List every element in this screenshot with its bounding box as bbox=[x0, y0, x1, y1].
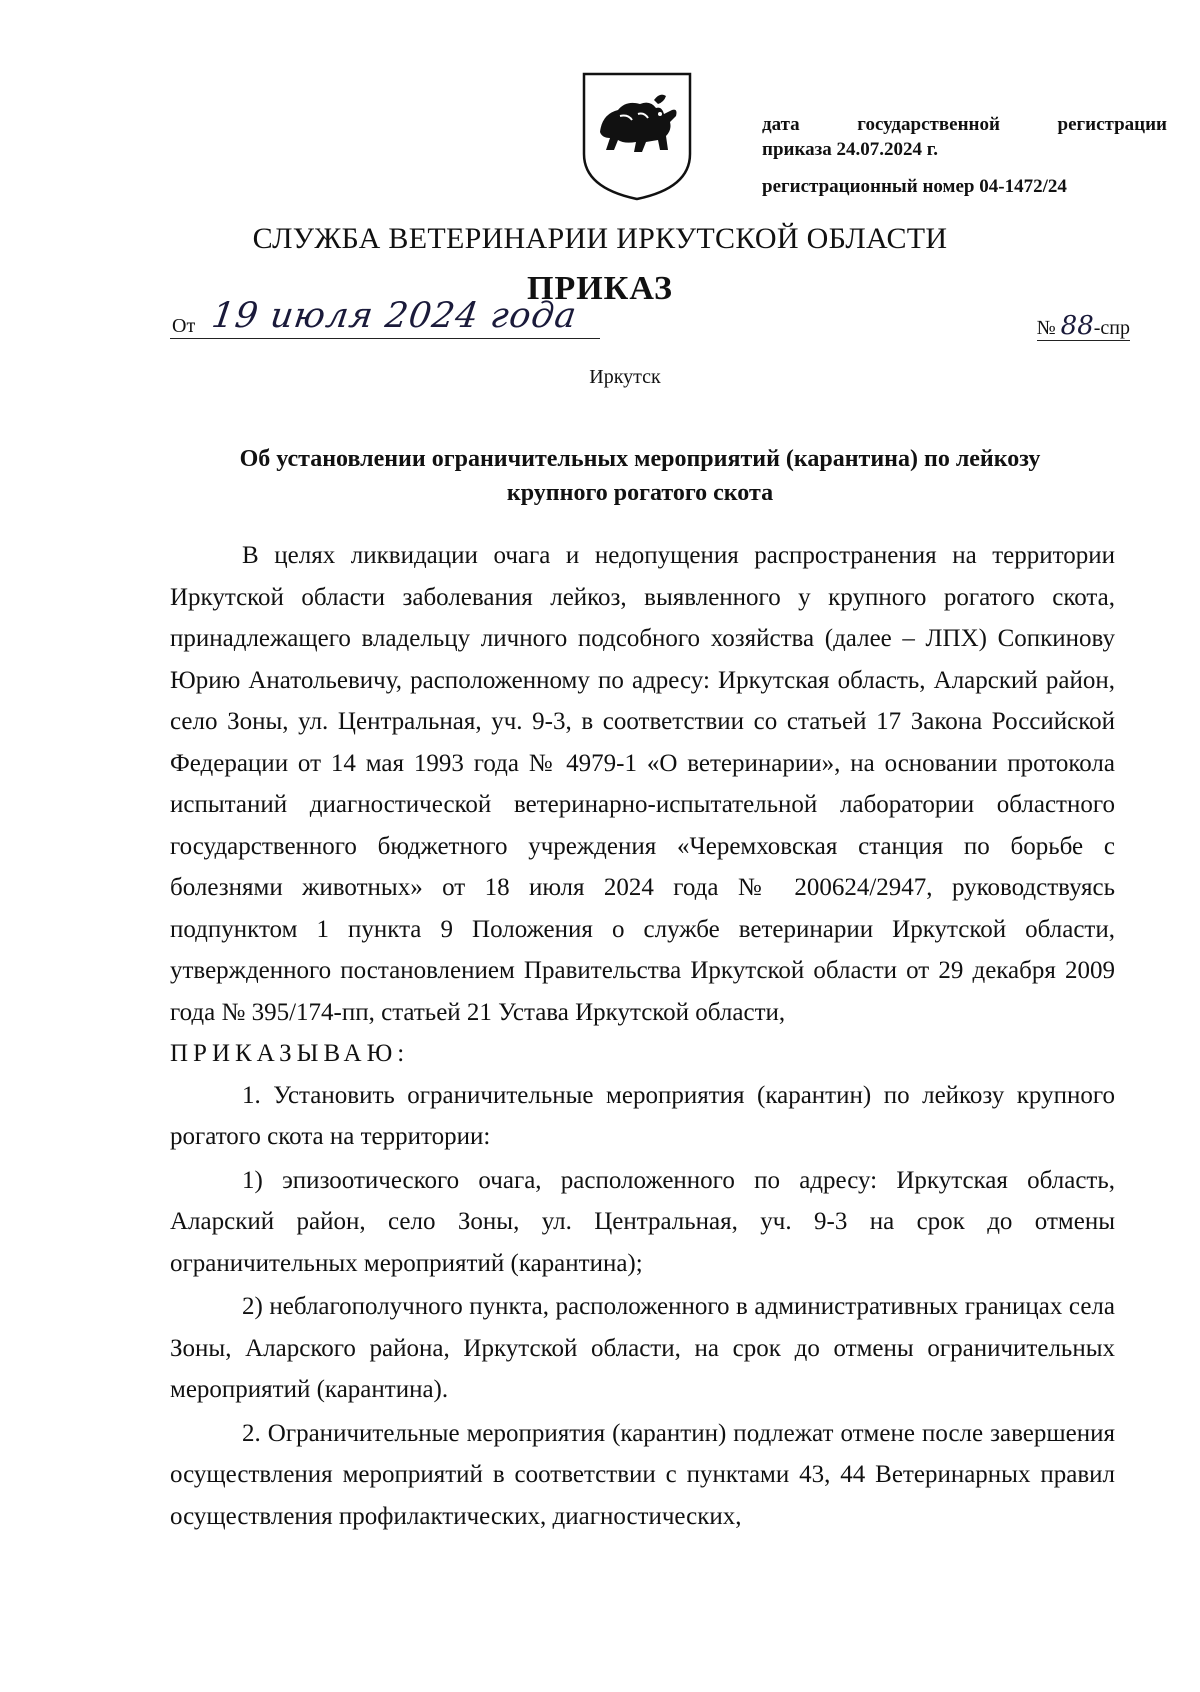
handwritten-number: 88 bbox=[1060, 311, 1094, 341]
number-prefix: № bbox=[1036, 317, 1056, 339]
date-number-row bbox=[170, 296, 1130, 360]
document-title: ПРИКАЗ bbox=[527, 270, 673, 307]
registration-number: регистрационный номер 04-1472/24 bbox=[762, 176, 1067, 197]
date-underline bbox=[170, 338, 600, 339]
order-subject: Об установлении ограничительных мероприятий (карантина) по лейкозу крупного рогатого скота bbox=[239, 446, 1041, 506]
city: Иркутск bbox=[589, 366, 661, 388]
item-1-1: 1) эпизоотического очага, расположенного по адресу: Иркутская область, Аларский район, село Зоны, ул. Центральная, уч. 9-3 на срок до отмены ограничительных мероприятий (карантина); bbox=[170, 1166, 1115, 1277]
registration-date-line: дата государственной регистрации bbox=[762, 114, 1167, 135]
item-2: 2. Ограничительные мероприятия (карантин) подлежат отмене после завершения осуществления мероприятий в соответствии с пунктами 43, 44 Ветеринарных правил осуществления профилактических, диагностических, bbox=[170, 1419, 1115, 1530]
registration-date-value: приказа 24.07.2024 г. bbox=[762, 139, 938, 160]
number-suffix: -спр bbox=[1093, 317, 1130, 339]
order-body bbox=[170, 535, 1115, 1537]
date-prefix: От bbox=[172, 315, 196, 337]
handwritten-date: 19 июля 2024 года bbox=[209, 296, 580, 336]
item-1: 1. Установить ограничительные мероприятия (карантин) по лейкозу крупного рогатого скота на территории: bbox=[170, 1081, 1115, 1150]
coat-of-arms-icon bbox=[580, 70, 694, 202]
item-1-2: 2) неблагополучного пункта, расположенного в административных границах села Зоны, Аларского района, Иркутской области, на срок до отмены ограничительных мероприятий (карантина). bbox=[170, 1293, 1115, 1403]
document-number bbox=[1036, 311, 1130, 341]
organization-name: СЛУЖБА ВЕТЕРИНАРИИ ИРКУТСКОЙ ОБЛАСТИ bbox=[252, 222, 948, 255]
preamble-paragraph: В целях ликвидации очага и недопущения распространения на территории Иркутской области заболевания лейкоз, выявленного у крупного рогатого скота, принадлежащего владельцу личного подсобного хозяйства (далее – ЛПХ) Сопкинову Юрию Анатольевичу, расположенному по адресу: Иркутская область, Аларский район, село Зоны, ул. Центральная, уч. 9-3, в соответствии со статьей 17 Закона Российской Федерации от 14 мая 1993 года № 4979-1 «О ветеринарии», на основании протокола испытаний диагностической ветеринарно-испытательной лаборатории областного государственного бюджетного учреждения «Черемховская станция по борьбе с болезнями животных» от 18 июля 2024 года № 200624/2947, руководствуясь подпунктом 1 пункта 9 Положения о службе ветеринарии Иркутской области, утвержденного постановлением Правительства Иркутской области от 29 декабря 2009 года № 395/174-пп, статьей 21 Устава Иркутской области, bbox=[170, 542, 1115, 1026]
order-word: ПРИКАЗЫВАЮ: bbox=[170, 1040, 410, 1067]
registration-info bbox=[762, 112, 1167, 199]
